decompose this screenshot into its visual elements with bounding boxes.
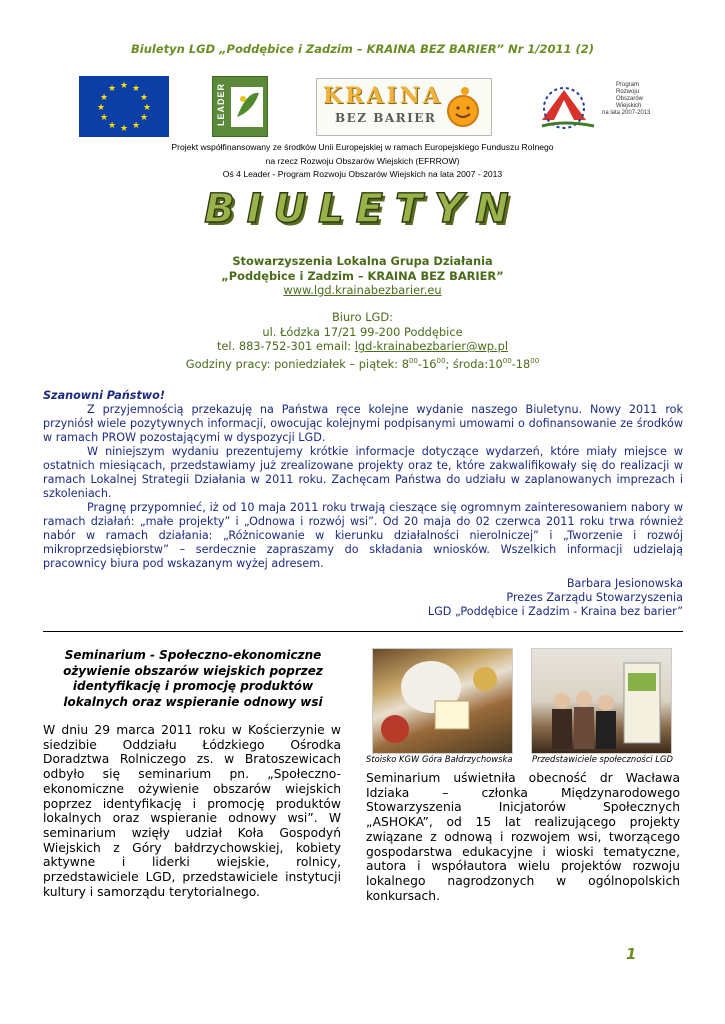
svg-text:★: ★: [131, 84, 141, 94]
signature-org: LGD „Poddębice i Zadzim - Kraina bez barier”: [427, 605, 683, 618]
funding-line: Projekt współfinansowany ze środków Unii Europejskiej w ramach Europejskiego Funduszu Rolnego: [171, 142, 554, 152]
svg-text:★: ★: [139, 93, 149, 103]
signature-role: Prezes Zarządu Stowarzyszenia: [506, 591, 683, 604]
seminar-body-right: Seminarium uświetniła obecność dr Wacława Idziaka – członka Międzynarodowego Stowarzyszenia Inicjatorów Społecznych „ASHOKA”, od 15 lat realizującego projekty związane z odnową i rozwojem wsi, tworzącego gospodarstwa edukacyjne i wioski tematyczne, autora i współautora wielu projektów rozwoju lokalnego nagrodzonych w ogólnopolskich konkursach.: [366, 771, 680, 903]
office-hours: Godziny pracy: poniedziałek – piątek: $8^{00}-16^{00}$; $środa:10^{00}-18^{00}$: [185, 356, 540, 371]
website-link[interactable]: www.lgd.krainabezbarier.eu: [283, 283, 442, 297]
svg-text:★: ★: [107, 84, 117, 94]
leader-logo-text: LEADER: [216, 83, 226, 127]
svg-text:★: ★: [131, 121, 141, 131]
svg-text:★: ★: [99, 113, 109, 123]
photo-kgw-stand: [372, 648, 513, 754]
signature-name: Barbara Jesionowska: [566, 577, 683, 590]
leader-logo: [212, 76, 268, 137]
office-contact: tel. 883-752-301 email: lgd-krainabezbarier@wp.pl: [216, 339, 509, 353]
svg-text:★: ★: [142, 103, 152, 113]
svg-text:★: ★: [119, 81, 129, 91]
photo-caption: Przedstawiciele społeczności LGD: [532, 754, 673, 764]
svg-text:★: ★: [96, 103, 106, 113]
letter-greeting: Szanowni Państwo!: [43, 389, 165, 402]
seminar-title: Seminarium - Społeczno-ekonomiczne ożywienie obszarów wiejskich poprzez identyfikację i promocję produktów lokalnych oraz wspieranie odnowy wsi: [63, 648, 323, 709]
kraina-logo-subword: BEZ BARIER: [335, 111, 437, 125]
page-number: 1: [626, 945, 637, 963]
email-link[interactable]: lgd-krainabezbarier@wp.pl: [354, 339, 509, 353]
letter-paragraph: W niniejszym wydaniu prezentujemy krótkie informacje dotyczące wydarzeń, które miały miejsce w ostatnich miesiącach, przedstawiamy już zrealizowane projekty oraz te, które zakwalifikowały się do realizacji w ramach Lokalnej Strategii Działania w 2011 roku. Zachęcam Państwa do udziału w zaplanowanych imprezach i szkoleniach.: [43, 445, 683, 500]
org-name-line: Stowarzyszenia Lokalna Grupa Działania: [232, 254, 493, 268]
seminar-body-left: W dniu 29 marca 2011 roku w Kościerzynie w siedzibie Oddziału Łódzkiego Ośrodka Doradztwa Rolniczego zs. w Bratoszewicach odbyło się seminarium pn. „Społeczno-ekonomiczne ożywienie obszarów wiejskich poprzez identyfikację i promocję produktów lokalnych oraz wspieranie odnowy wsi”. W seminarium wzięły udział Koła Gospodyń Wiejskich z Góry bałdrzychowskiej, kobiety aktywne i liderki wiejskie, rolnicy, przedstawiciele LGD, przedstawiciele instytucji kultury i samorządu terytorialnego.: [43, 723, 341, 899]
eu-flag-logo: [79, 76, 169, 137]
kraina-bez-barier-logo: [316, 78, 492, 136]
masthead-title: BIULETYN: [204, 186, 521, 232]
svg-text:★: ★: [119, 124, 129, 134]
wheelchair-smile-icon: [441, 85, 485, 129]
svg-text:★: ★: [139, 113, 149, 123]
letter-signature: [43, 577, 683, 619]
editorial-letter: [43, 389, 683, 619]
funding-line: na rzecz Rozwoju Obszarów Wiejskich (EFRROW): [265, 155, 460, 166]
section-divider: [43, 631, 683, 632]
svg-text:★: ★: [107, 121, 117, 131]
org-name-line: „Poddębice i Zadzim – KRAINA BEZ BARIER”: [221, 268, 504, 283]
funding-statement: [0, 141, 725, 182]
svg-text:★: ★: [99, 93, 109, 103]
office-heading: Biuro LGD:: [331, 310, 393, 324]
organization-info: [0, 254, 725, 298]
funding-line: Oś 4 Leader - Program Rozwoju Obszarów Wiejskich na lata 2007 - 2013: [222, 169, 503, 179]
office-info: [0, 310, 725, 371]
newsletter-header-title: Biuletyn LGD „Poddębice i Zadzim – KRAINA BEZ BARIER” Nr 1/2011 (2): [131, 42, 594, 56]
masthead: [0, 186, 725, 232]
office-address: ul. Łódzka 17/21 99-200 Poddębice: [262, 324, 463, 339]
photo-caption: Stoisko KGW Góra Bałdrzychowska: [366, 754, 513, 764]
letter-paragraph: Z przyjemnością przekazuję na Państwa ręce kolejne wydanie naszego Biuletynu. Nowy 2011 rok przyniósł wiele pozytywnych informacji, owocując kolejnymi podpisanymi umowami o dofinansowanie ze środków w ramach PROW pozostającymi w dyspozycji LGD.: [43, 403, 683, 444]
kraina-logo-word: KRAINA: [323, 83, 443, 109]
logo-bar: [0, 76, 725, 138]
photo-lgd-representatives: [531, 648, 672, 754]
letter-paragraph: Pragnę przypomnieć, iż od 10 maja 2011 roku trwają cieszące się ogromnym zainteresowaniem nabory w ramach działań: „małe projekty” i „Odnowa i rozwój wsi”. Od 20 maja do 02 czerwca 2011 roku trwa również nabór w ramach działania: „Różnicowanie w kierunku działalności nierolniczej” i „Tworzenie i rozwój mikroprzedsiębiorstw” – serdecznie zapraszamy do składania wniosków. Wszelkich informacji udzielają pracownicy biura pod wskazanym wyżej adresem.: [43, 501, 683, 570]
prow-logo-text: Program Rozwoju Obszarów Wiejskich na lata 2007-2013: [602, 82, 651, 116]
prow-logo: [534, 76, 654, 138]
